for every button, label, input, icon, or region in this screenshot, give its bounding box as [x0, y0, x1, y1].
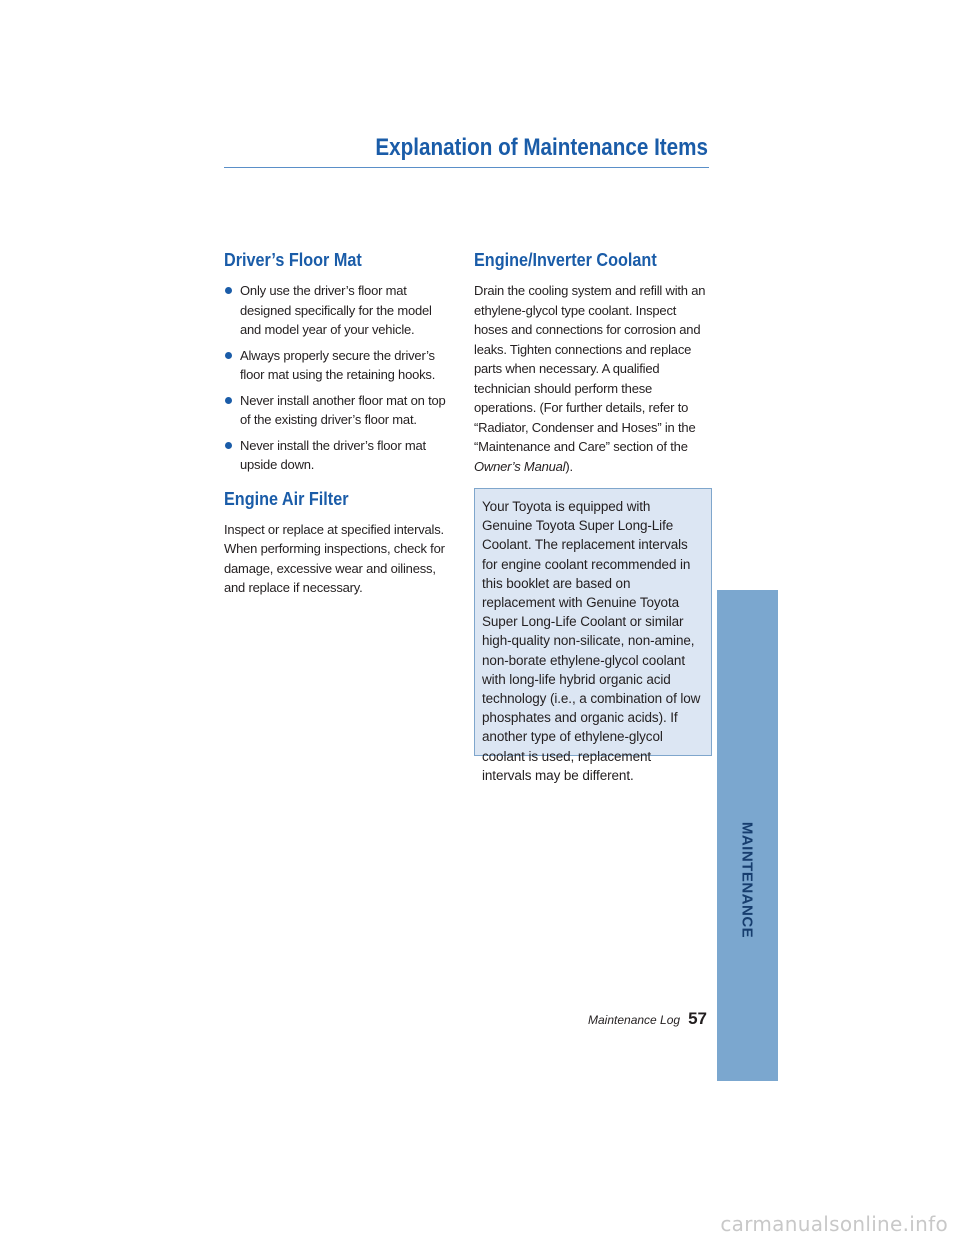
left-column [224, 250, 456, 598]
page-title: Explanation of Maintenance Items [375, 134, 708, 161]
coolant-body-end: ). [565, 458, 573, 474]
bullet-text: Never install the driver’s floor mat upside down. [240, 437, 426, 472]
list-item [224, 391, 456, 430]
list-item [224, 281, 456, 340]
bullet-icon [225, 442, 232, 449]
page-number: 57 [688, 1009, 707, 1028]
bullet-icon [225, 397, 232, 404]
floor-mat-heading: Driver’s Floor Mat [224, 250, 362, 270]
bullet-text: Never install another floor mat on top of the existing driver’s floor mat. [240, 392, 446, 427]
watermark: carmanualsonline.info [720, 1212, 948, 1236]
air-filter-body: Inspect or replace at specified intervals. When performing inspections, check for damage, excessive wear and oiliness, and replace if necessary. [224, 521, 445, 595]
air-filter-heading: Engine Air Filter [224, 488, 349, 509]
list-item [224, 346, 456, 385]
coolant-body [474, 281, 710, 476]
floor-mat-bullets [224, 281, 456, 475]
footer-label: Maintenance Log [588, 1013, 681, 1027]
bullet-icon [225, 287, 232, 294]
title-divider [224, 167, 709, 168]
list-item [224, 436, 456, 475]
coolant-heading: Engine/Inverter Coolant [474, 250, 657, 270]
owners-manual-reference: Owner’s Manual [474, 458, 566, 474]
bullet-icon [225, 352, 232, 359]
section-tab [717, 590, 778, 1081]
coolant-note-box [474, 488, 712, 783]
right-column [474, 250, 710, 476]
coolant-body-text: Drain the cooling system and refill with an ethylene-glycol type coolant. Inspect hoses and connections for corrosion and leaks. Tighten connections and replace parts when necessary. A qualified technician should perform these operations. (For further details, refer to “Radiator, Condenser and Hoses” in the “Maintenance and Care” section of the [474, 283, 706, 454]
coolant-note-text: Your Toyota is equipped with Genuine Toyota Super Long-Life Coolant. The replacement intervals for engine coolant recommended in this booklet are based on replacement with Genuine Toyota Super Long-Life Coolant or similar high-quality non-silicate, non-amine, non-borate ethylene-glycol coolant with long-life hybrid organic acid technology (i.e., a combination of low phosphates and organic acids). If another type of ethylene-glycol coolant is used, replacement intervals may be different. [482, 499, 701, 783]
section-tab-label: MAINTENANCE [738, 821, 756, 939]
bullet-text: Always properly secure the driver’s floor mat using the retaining hooks. [240, 347, 436, 382]
bullet-text: Only use the driver’s floor mat designed specifically for the model and model year of your vehicle. [240, 283, 432, 337]
page-footer [588, 1009, 707, 1029]
